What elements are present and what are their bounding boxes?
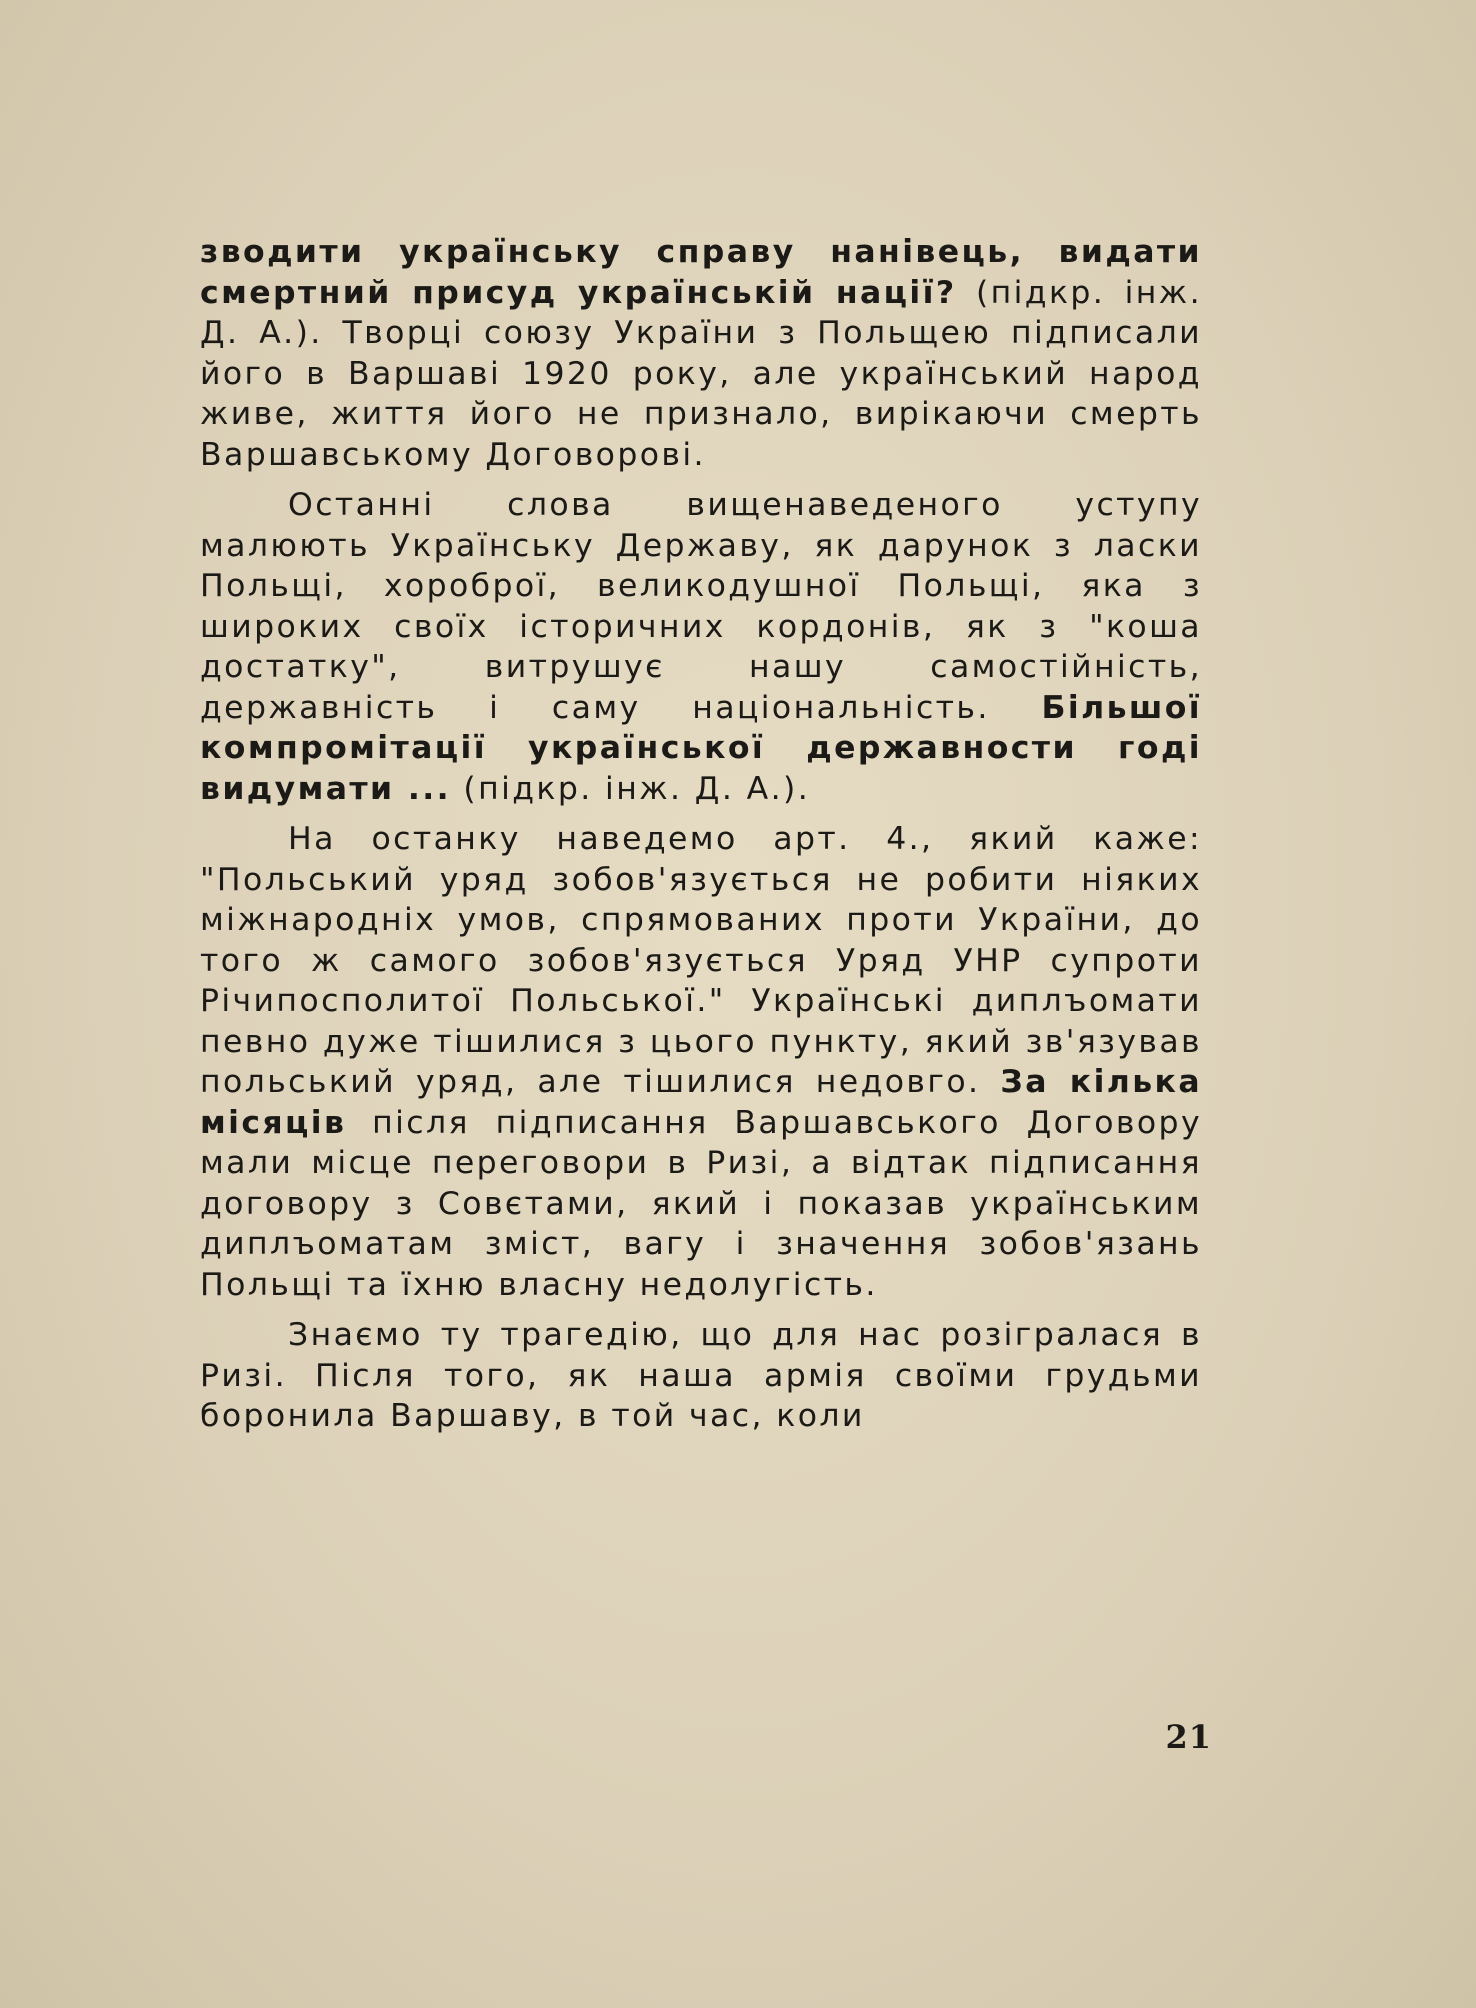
text-span: На останку наведемо арт. 4., який каже: "Польський уряд зобов'язується не робити ніяких міжнародніх умов, спрямованих проти України, до того ж самого зобов'язується Уряд УНР супроти Річипосполитої Польської." Українські диплъомати певно дуже тішилися з цього пункту, який зв'язував польський уряд, але тішилися недовго. xyxy=(200,821,1202,1100)
paragraph xyxy=(200,485,1202,809)
paragraph xyxy=(200,232,1202,475)
text-span: (підкр. інж. Д. А.). Творці союзу України з Польщею підписали його в Варшаві 1920 року, але український народ живе, життя його не признало, вирікаючи смерть Варшавському Договорові. xyxy=(200,274,1202,473)
text-span: Знаємо ту трагедію, що для нас розігралася в Ризі. Після того, як наша армія своїми грудьми боронила Варшаву, в той час, коли xyxy=(200,1317,1202,1434)
text-span: (підкр. інж. Д. А.). xyxy=(450,770,811,807)
paragraph xyxy=(200,819,1202,1305)
text-span: після підписання Варшавського Договору мали місце переговори в Ризі, а відтак підписання договору з Совєтами, який і показав українським диплъоматам зміст, вагу і значення зобов'язань Польщі та їхню власну недолугість. xyxy=(200,1104,1202,1303)
text-span-bold: Більшої компромітації української державности годі видумати ... xyxy=(200,689,1202,807)
text-span-bold: зводити українську справу нанівець, видати смертний присуд українській нації? xyxy=(200,234,1202,311)
page-number: 21 xyxy=(1165,1718,1212,1756)
text-span: Останні слова вищенаведеного уступу малюють Українську Державу, як дарунок з ласки Польщі, хороброї, великодушної Польщі, яка з широких своїх історичних кордонів, як з "коша достатку", витрушує нашу самостійність, державність і саму національність. xyxy=(200,487,1202,726)
paragraph xyxy=(200,1315,1202,1437)
body-text xyxy=(200,232,1202,1437)
text-span-bold: За кілька місяців xyxy=(200,1064,1202,1141)
